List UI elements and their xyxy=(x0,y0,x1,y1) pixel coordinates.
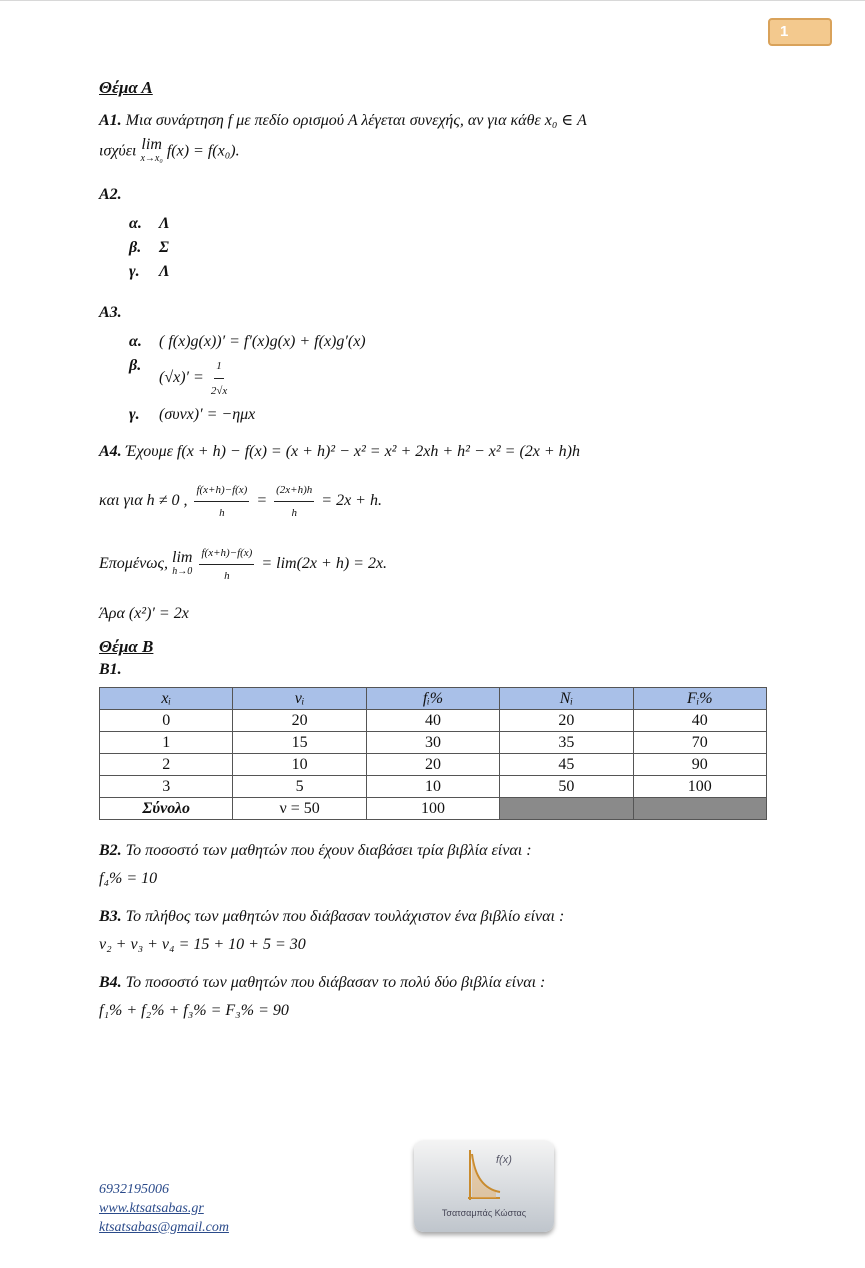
a1-limit: lim x→x₀ xyxy=(140,136,163,164)
b3-result: ν₂ + ν₃ + ν₄ = 15 + 10 + 5 = 30 xyxy=(99,936,306,953)
b1-label: Β1. xyxy=(99,661,122,678)
a4-fraction-3: $\frac{f(x+h)-f(x)}{h}$ xyxy=(199,542,254,587)
table-cell: 15 xyxy=(233,732,366,754)
a3-item-b: β. (√x)′ = $\frac{1}{2√x}$ xyxy=(129,354,779,403)
a1-line2 xyxy=(99,138,779,166)
a2-item-value: Λ xyxy=(159,215,170,232)
table-header-cell: xᵢ xyxy=(100,688,233,710)
logo-symbol: f(x) xyxy=(496,1154,512,1166)
a1-label: Α1. xyxy=(99,112,122,129)
table-total-cell: 100 xyxy=(366,798,499,820)
a3-b-fraction: $\frac{1}{2√x}$ xyxy=(211,354,227,403)
table-cell: 45 xyxy=(500,754,633,776)
table-cell: 3 xyxy=(100,776,233,798)
table-header-cell: Nᵢ xyxy=(500,688,633,710)
table-cell: 40 xyxy=(366,710,499,732)
table-cell: 50 xyxy=(500,776,633,798)
a4-fraction-2: $\frac{(2x+h)h}{h}$ xyxy=(274,479,314,524)
table-cell: 70 xyxy=(633,732,766,754)
table-header-cell: νᵢ xyxy=(233,688,366,710)
frequency-table xyxy=(99,687,767,820)
a2-item-value: Σ xyxy=(159,239,169,256)
b3: Β3. Το πλήθος των μαθητών που διάβασαν τουλάχιστον ένα βιβλίο είναι : xyxy=(99,908,565,925)
table-cell: 20 xyxy=(500,710,633,732)
a4-fraction-1: $\frac{f(x+h)-f(x)}{h}$ xyxy=(194,479,249,524)
content xyxy=(99,78,779,1028)
footer-phone: 6932195006 xyxy=(99,1182,169,1197)
section-a-title: Θέμα Α xyxy=(99,78,153,97)
a2-item xyxy=(129,212,779,236)
table-header-cell: Fᵢ% xyxy=(633,688,766,710)
a3-list xyxy=(99,330,779,427)
table-cell: 20 xyxy=(366,754,499,776)
b2: Β2. Το ποσοστό των μαθητών που έχουν διαβάσει τρία βιβλία είναι : xyxy=(99,842,532,859)
table-cell: 100 xyxy=(633,776,766,798)
footer-email-link[interactable]: ktsatsabas@gmail.com xyxy=(99,1220,229,1235)
author-logo xyxy=(414,1140,554,1232)
a4-line2: και για h ≠ 0 , $\frac{f(x+h)-f(x)}{h}$ = $\frac{(2x+h)h}{h}$ = 2x + h. xyxy=(99,479,779,524)
a2-item-label: α. xyxy=(129,215,142,232)
a2-item xyxy=(129,260,779,284)
table-total-cell: Σύνολο xyxy=(100,798,233,820)
a4-limit: lim h→0 xyxy=(172,548,193,577)
a1-lim-expr: f(x) = f(x₀). xyxy=(166,142,240,160)
table-header-cell: fᵢ% xyxy=(366,688,499,710)
table-cell: 2 xyxy=(100,754,233,776)
table-cell: 90 xyxy=(633,754,766,776)
table-cell: 30 xyxy=(366,732,499,754)
a3-item-c: γ. (συνx)′ = −ημx xyxy=(129,406,256,423)
a3-label: Α3. xyxy=(99,304,122,321)
table-empty-cell xyxy=(500,798,633,820)
table-cell: 20 xyxy=(233,710,366,732)
table-row xyxy=(100,710,767,732)
a4-line1: Α4. Έχουμε f(x + h) − f(x) = (x + h)² − x² = x² + 2xh + h² − x² = (2x + h)h xyxy=(99,443,580,460)
a2-item-label: β. xyxy=(129,239,142,256)
b4-result: f₁% + f₂% + f₃% = F₃% = 90 xyxy=(99,1002,289,1019)
footer-contacts xyxy=(99,1180,229,1237)
table-row xyxy=(100,754,767,776)
table-cell: 5 xyxy=(233,776,366,798)
table-cell: 35 xyxy=(500,732,633,754)
a4-line3: Επομένως, lim h→0 $\frac{f(x+h)-f(x)}{h}$ = lim(2x + h) = 2x. xyxy=(99,542,779,587)
table-total-row xyxy=(100,798,767,820)
a2-label: Α2. xyxy=(99,186,122,203)
top-border xyxy=(0,0,865,1)
a2-list xyxy=(99,212,779,284)
section-b-title: Θέμα Β xyxy=(99,637,154,656)
table-cell: 0 xyxy=(100,710,233,732)
a1-line1 xyxy=(99,110,779,132)
table-cell: 10 xyxy=(366,776,499,798)
page-number-badge: 1 xyxy=(768,18,832,46)
table-row xyxy=(100,776,767,798)
a4-line4: Άρα (x²)′ = 2x xyxy=(99,605,189,622)
table-cell: 1 xyxy=(100,732,233,754)
logo-name: Τσατσαμπάς Κώστας xyxy=(441,1208,527,1218)
b2-result: f₄% = 10 xyxy=(99,870,158,887)
a1-text2: ισχύει xyxy=(99,142,137,160)
a2-item-label: γ. xyxy=(129,263,140,280)
table-cell: 10 xyxy=(233,754,366,776)
a2-item-value: Λ xyxy=(159,263,170,280)
a3-item-a: α. ( f(x)g(x))′ = f′(x)g(x) + f(x)g′(x) xyxy=(129,333,366,350)
b4: Β4. Το ποσοστό των μαθητών που διάβασαν το πολύ δύο βιβλία είναι : xyxy=(99,974,546,991)
a1-text: Μια συνάρτηση f με πεδίο ορισμού Α λέγεται συνεχής, αν για κάθε x₀ ∈ A xyxy=(125,112,587,129)
a4-label: Α4. xyxy=(99,443,122,460)
table-total-cell: ν = 50 xyxy=(233,798,366,820)
table-row xyxy=(100,732,767,754)
table-empty-cell xyxy=(633,798,766,820)
footer-website-link[interactable]: www.ktsatsabas.gr xyxy=(99,1201,204,1216)
table-cell: 40 xyxy=(633,710,766,732)
a2-item xyxy=(129,236,779,260)
